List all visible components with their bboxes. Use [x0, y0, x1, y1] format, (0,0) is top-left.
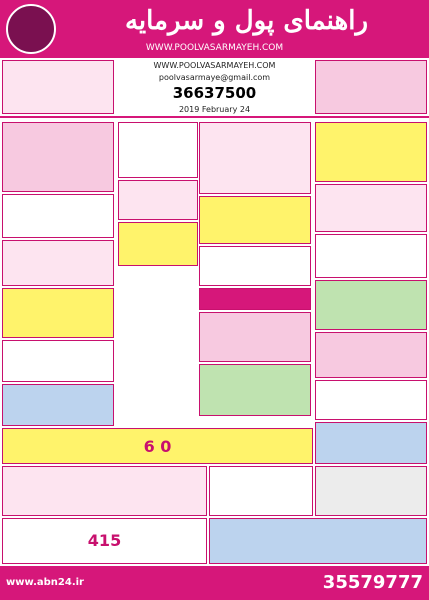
ad-block — [199, 122, 311, 194]
footer-banner — [0, 566, 429, 600]
ad-block — [2, 194, 114, 238]
ad-block — [315, 380, 427, 420]
ad-block-top-right — [315, 60, 427, 114]
ad-block — [315, 422, 427, 464]
ad-block — [209, 466, 313, 516]
ad-block — [2, 240, 114, 286]
ad-block — [315, 122, 427, 182]
discount-banner — [2, 428, 313, 464]
ad-block — [315, 332, 427, 378]
publication-info-bar — [0, 58, 429, 118]
ad-block — [199, 312, 311, 362]
ad-block — [2, 122, 114, 192]
email-address[interactable]: poolvasarmaye@gmail.com — [158, 73, 271, 82]
ad-block — [2, 384, 114, 426]
masthead-title: راهنمای پول و سرمایه — [124, 6, 369, 36]
ad-block — [315, 234, 427, 278]
ad-block — [2, 340, 114, 382]
property-figure: 415 — [87, 531, 122, 550]
ad-block — [199, 288, 311, 310]
office-phone: 36637500 — [172, 84, 257, 102]
masthead — [0, 0, 429, 58]
ad-block — [118, 122, 198, 178]
ad-block — [118, 180, 198, 220]
masthead-subtitle: WWW.POOLVASARMAYEH.COM — [145, 43, 284, 53]
ad-block — [2, 288, 114, 338]
ad-block — [315, 466, 427, 516]
property-ad — [2, 518, 207, 564]
ad-block — [199, 364, 311, 416]
discount-figure: 6 0 — [143, 437, 172, 456]
ad-block — [209, 518, 427, 564]
footer-website[interactable]: www.abn24.ir — [6, 577, 84, 588]
ad-block — [315, 184, 427, 232]
ad-block — [315, 280, 427, 330]
issue-date: 2019 February 24 — [178, 105, 251, 114]
website-url[interactable]: WWW.POOLVASARMAYEH.COM — [153, 61, 276, 70]
ad-block-top-left — [2, 60, 114, 114]
ad-block — [2, 466, 207, 516]
footer-phone: 35579777 — [322, 572, 423, 593]
ad-block — [118, 222, 198, 266]
publication-logo — [6, 4, 56, 54]
ad-block — [199, 196, 311, 244]
ad-block — [199, 246, 311, 286]
